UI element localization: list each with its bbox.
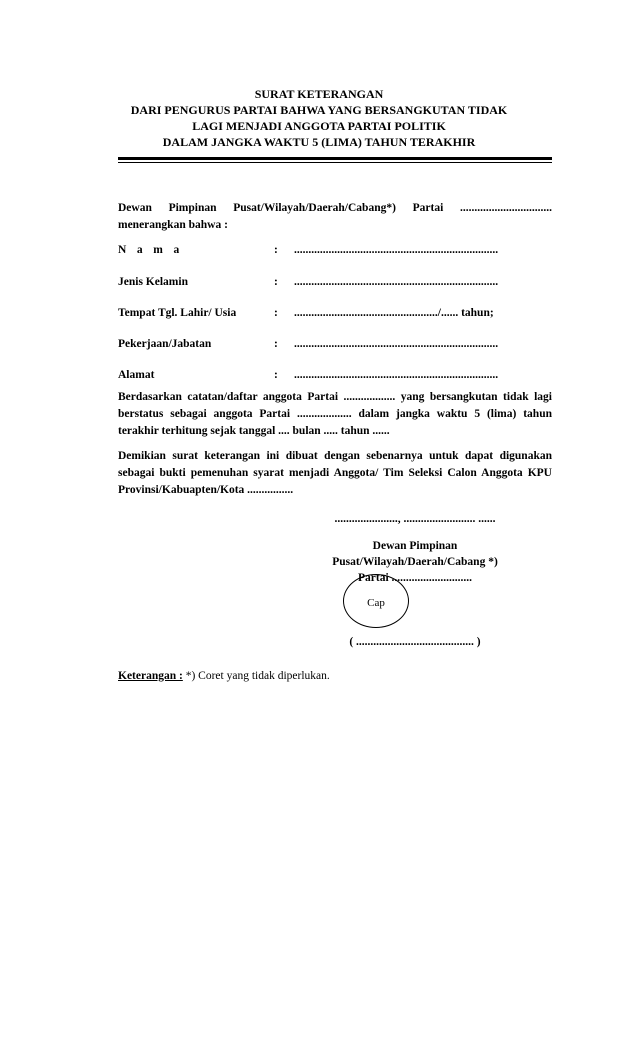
stamp-circle	[343, 574, 409, 628]
field-colon: :	[274, 276, 278, 288]
signature-line-1: Dewan Pimpinan	[372, 540, 458, 552]
title-line-4: DALAM JANGKA WAKTU 5 (LIMA) TAHUN TERAKHIR	[162, 135, 476, 149]
field-label: Tempat Tgl. Lahir/ Usia	[118, 307, 237, 319]
title-line-2: DARI PENGURUS PARTAI BAHWA YANG BERSANGKUTAN TIDAK	[130, 103, 508, 117]
note	[118, 670, 330, 682]
field-colon: :	[274, 307, 278, 319]
field-value: .......................................................................	[294, 338, 499, 350]
stamp-label: Cap	[367, 597, 385, 609]
field-label: Pekerjaan/Jabatan	[118, 338, 212, 350]
field-label: N a m a	[118, 244, 180, 256]
note-text: *) Coret yang tidak diperlukan.	[182, 670, 330, 682]
field-label: Jenis Kelamin	[118, 276, 188, 288]
title-line-1: SURAT KETERANGAN	[254, 87, 384, 101]
field-value: .......................................................................	[294, 369, 499, 381]
statement-paragraph: Berdasarkan catatan/daftar anggota Partai .................. yang bersangkutan tidak lagi berstatus sebagai anggota Partai ................... dalam jangka waktu 5 (lima) tahun terakhir terhitung sejak tanggal .... bulan ..... tahun ......	[118, 391, 552, 437]
signature-name-line: ( ......................................... )	[349, 636, 481, 648]
field-colon: :	[274, 244, 278, 256]
field-value: ................................................../...... tahun;	[294, 307, 494, 319]
field-colon: :	[274, 338, 278, 350]
signature-place-date: ......................, ......................... ......	[334, 513, 496, 525]
field-value: .......................................................................	[294, 244, 499, 256]
document-title	[90, 86, 548, 150]
field-colon: :	[274, 369, 278, 381]
title-line-3: LAGI MENJADI ANGGOTA PARTAI POLITIK	[192, 119, 446, 133]
signature-line-3: Partai ............................	[357, 572, 473, 584]
closing-paragraph: Demikian surat keterangan ini dibuat dengan sebenarnya untuk dapat digunakan sebagai bukti pemenuhan syarat menjadi Anggota/ Tim Seleksi Calon Anggota KPU Provinsi/Kabuapten/Kota ................	[118, 450, 552, 496]
note-key: Keterangan :	[118, 670, 183, 682]
signature-line-2: Pusat/Wilayah/Daerah/Cabang *)	[332, 556, 498, 568]
header-divider-thin	[118, 162, 552, 163]
field-value: .......................................................................	[294, 276, 499, 288]
field-label: Alamat	[118, 369, 155, 381]
signature-block	[300, 538, 530, 586]
header-divider-thick	[118, 157, 552, 160]
intro-paragraph: Dewan Pimpinan Pusat/Wilayah/Daerah/Cabang*) Partai ................................ menerangkan bahwa :	[118, 202, 552, 231]
